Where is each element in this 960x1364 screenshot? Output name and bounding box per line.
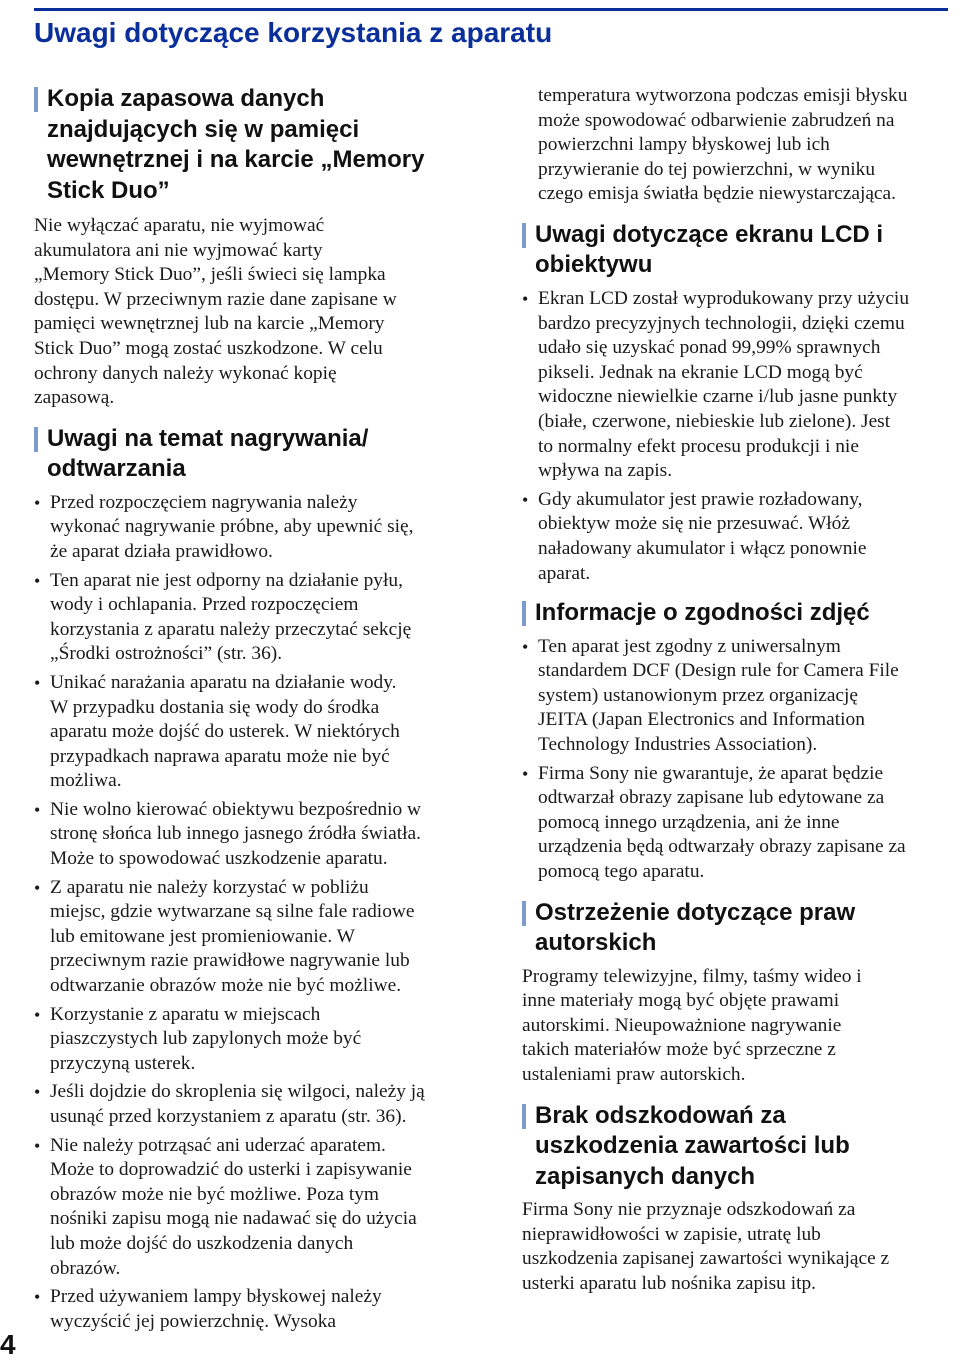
text-line: lub może dojść do uszkodzenia danych [50, 1232, 354, 1254]
heading-line: Uwagi na temat nagrywania/ [47, 424, 369, 452]
list-recording [34, 491, 464, 1335]
text-line: Ekran LCD został wyprodukowany przy użyciu [538, 287, 910, 309]
heading-bar [522, 901, 526, 926]
text-line: stronę słońca lub innego jasnego źródła światła. [50, 823, 422, 845]
heading-recording [34, 424, 464, 485]
heading-line: obiektywu [535, 251, 653, 279]
list-item [34, 798, 464, 872]
text-line: udało się uzyskać ponad 99,99% sprawnych [538, 337, 881, 359]
text-line: pikseli. Jednak na ekranie LCD mogą być [538, 361, 863, 383]
list-lcd [522, 287, 952, 586]
bullet: • [522, 636, 529, 657]
text-line: piaszczystych lub zapylonych może być [50, 1028, 362, 1050]
text-line: W przypadku dostania się wody do środka [50, 696, 380, 718]
text-line: system) ustanowionym przez organizację [538, 684, 859, 706]
heading-line: Kopia zapasowa danych [47, 85, 325, 112]
text-line: dostępu. W przeciwnym razie dane zapisane w [34, 288, 397, 310]
text-line: inne materiały mogą być objęte prawami [522, 990, 840, 1012]
text-line: to normalny efekt procesu produkcji i nie [538, 435, 859, 457]
text-line: takich materiałów może być sprzeczne z [522, 1039, 836, 1061]
text-line: Przed używaniem lampy błyskowej należy [50, 1286, 382, 1308]
left-column [34, 84, 464, 1334]
list-item [34, 1003, 464, 1077]
list-item [522, 762, 952, 885]
text-line: może spowodować odbarwienie zabrudzeń na [538, 109, 895, 131]
text-line: autorskimi. Nieupoważnione nagrywanie [522, 1014, 842, 1036]
heading-lcd [522, 220, 952, 281]
heading-bar [522, 1104, 526, 1129]
list-item [34, 1285, 464, 1334]
text-line: pomocą tego aparatu. [538, 860, 705, 882]
heading-line: Uwagi dotyczące ekranu LCD i [535, 220, 884, 248]
right-column [522, 84, 952, 1296]
text-line: nieprawidłowości w zapisie, utratę lub [522, 1223, 821, 1245]
bullet: • [34, 672, 41, 693]
text-line: odtwarzanie obrazów może nie być możliwe. [50, 975, 402, 997]
text-line: Nie należy potrząsać ani uderzać aparatem. [50, 1134, 386, 1156]
text-line: ochrony danych należy wykonać kopię [34, 362, 337, 384]
text-line: obiektyw może się nie przesuwać. Włóż [538, 513, 850, 535]
text-line: usunąć przed korzystaniem z aparatu (str. 36). [50, 1106, 407, 1127]
text-line: Programy telewizyjne, filmy, taśmy wideo i [522, 965, 862, 987]
heading-no-compensation [522, 1101, 952, 1193]
text-line: aparat. [538, 562, 591, 584]
paragraph-copyright [522, 965, 952, 1088]
text-line: ustaleniami praw autorskich. [522, 1063, 746, 1085]
text-line: standardem DCF (Design rule for Camera File [538, 660, 899, 682]
heading-bar [34, 427, 38, 452]
heading-line: zapisanych danych [535, 1162, 756, 1190]
list-item [34, 876, 464, 999]
heading-line: Informacje o zgodności zdjęć [535, 599, 870, 627]
text-line: Może to doprowadzić do usterki i zapisywanie [50, 1159, 412, 1181]
text-line: uszkodzenia zapisanej zawartości wynikające z [522, 1248, 890, 1270]
text-line: Nie wyłączać aparatu, nie wyjmować [34, 215, 325, 236]
text-line: powierzchni lampy błyskowej lub ich [538, 134, 830, 156]
text-line: Jeśli dojdzie do skroplenia się wilgoci, należy ją [50, 1081, 425, 1103]
text-line: miejsc, gdzie wytwarzane są silne fale radiowe [50, 901, 415, 923]
text-line: widoczne niewielkie czarne i/lub jasne punkty [538, 386, 898, 408]
heading-bar [34, 87, 38, 112]
paragraph-continued [522, 84, 952, 207]
bullet: • [522, 763, 529, 784]
text-line: Z aparatu nie należy korzystać w pobliżu [50, 876, 369, 898]
text-line: akumulatora ani nie wyjmować karty [34, 239, 323, 261]
text-line: Technology Industries Association). [538, 733, 818, 755]
bullet: • [522, 288, 529, 309]
text-line: Ten aparat nie jest odporny na działanie pyłu, [50, 569, 403, 591]
text-line: „Memory Stick Duo”, jeśli świeci się lampka [34, 264, 386, 286]
text-line: pamięci wewnętrznej lub na karcie „Memory [34, 313, 385, 335]
text-line: wpływa na zapis. [538, 460, 673, 482]
heading-bar [522, 223, 526, 248]
paragraph-backup [34, 214, 464, 411]
text-line: lub emitowane jest promieniowanie. W [50, 925, 355, 947]
text-line: Firma Sony nie przyznaje odszkodowań za [522, 1199, 856, 1220]
list-item [34, 1134, 464, 1282]
text-line: Stick Duo” mogą zostać uszkodzone. W celu [34, 337, 383, 359]
text-line: „Środki ostrożności” (str. 36). [50, 643, 283, 665]
list-compatibility [522, 635, 952, 885]
text-line: nośniki zapisu mogą nie nadawać się do użycia [50, 1208, 417, 1230]
bullet: • [34, 1135, 41, 1156]
heading-line: znajdujących się w pamięci [47, 115, 360, 143]
heading-line: odtwarzania [47, 455, 186, 483]
heading-bar [522, 601, 526, 626]
heading-line: wewnętrznej i na karcie „Memory [47, 146, 425, 173]
paragraph-no-compensation [522, 1198, 952, 1296]
text-line: Korzystanie z aparatu w miejscach [50, 1003, 321, 1025]
bullet: • [34, 492, 41, 513]
heading-line: Brak odszkodowań za [535, 1101, 786, 1129]
text-line: (białe, czerwone, niebieskie lub zielone). Jest [538, 410, 891, 432]
text-line: urządzenia będą odtwarzały obrazy zapisane za [538, 836, 906, 858]
text-line: Unikać narażania aparatu na działanie wody. [50, 671, 397, 693]
page-title: Uwagi dotyczące korzystania z aparatu [34, 17, 553, 48]
bullet: • [34, 1287, 41, 1308]
list-item [34, 569, 464, 667]
list-item [34, 491, 464, 565]
bullet: • [34, 1004, 41, 1025]
text-line: obrazów może nie być możliwe. Poza tym [50, 1183, 379, 1205]
text-line: naładowany akumulator i włącz ponownie [538, 537, 867, 559]
text-line: Gdy akumulator jest prawie rozładowany, [538, 488, 863, 510]
text-line: aparatu może dojść do usterek. W niektórych [50, 721, 400, 743]
list-item [34, 671, 464, 794]
text-line: przywieranie do tej powierzchni, w wyniku [538, 158, 876, 180]
text-line: wykonać nagrywanie próbne, aby upewnić się, [50, 516, 414, 538]
heading-line: autorskich [535, 929, 657, 957]
text-line: Nie wolno kierować obiektywu bezpośrednio w [50, 798, 422, 820]
list-item [522, 488, 952, 586]
bullet: • [34, 570, 41, 591]
text-line: odtwarzał obrazy zapisane lub edytowane za [538, 787, 885, 809]
text-line: usterki aparatu lub nośnika zapisu itp. [522, 1272, 817, 1294]
heading-line: uszkodzenia zawartości lub [535, 1132, 850, 1159]
text-line: obrazów. [50, 1257, 121, 1279]
text-line: korzystania z aparatu należy przeczytać sekcję [50, 618, 412, 640]
text-line: zapasową. [34, 387, 115, 409]
text-line: Firma Sony nie gwarantuje, że aparat będzie [538, 762, 884, 784]
heading-line: Ostrzeżenie dotyczące praw [535, 898, 856, 926]
heading-backup [34, 84, 464, 206]
text-line: wody i ochlapania. Przed rozpoczęciem [50, 594, 359, 616]
bullet: • [522, 489, 529, 510]
list-item [522, 287, 952, 484]
text-line: bardzo precyzyjnych technologii, dzięki czemu [538, 312, 905, 334]
bullet: • [34, 1082, 41, 1103]
heading-line: Stick Duo” [47, 176, 170, 204]
list-item [522, 635, 952, 758]
text-line: Przed rozpoczęciem nagrywania należy [50, 491, 358, 513]
bullet: • [34, 799, 41, 820]
top-rule [34, 8, 948, 11]
text-line: Ten aparat jest zgodny z uniwersalnym [538, 635, 841, 657]
text-line: przyczyną usterek. [50, 1052, 196, 1074]
heading-compatibility [522, 598, 952, 629]
text-line: temperatura wytworzona podczas emisji błysku [538, 85, 908, 106]
text-line: czego emisja światła będzie niewystarczająca. [538, 183, 896, 205]
text-line: możliwa. [50, 770, 122, 792]
page-number: 4 [0, 1329, 16, 1360]
text-line: pomocą innego urządzenia, ani że inne [538, 811, 840, 833]
list-item [34, 1080, 464, 1129]
text-line: wyczyścić jej powierzchnię. Wysoka [50, 1310, 336, 1332]
heading-copyright [522, 898, 952, 959]
text-line: Może to spowodować uszkodzenie aparatu. [50, 848, 388, 870]
text-line: przypadkach naprawa aparatu może nie być [50, 745, 390, 767]
bullet: • [34, 877, 41, 898]
text-line: że aparat działa prawidłowo. [50, 540, 273, 562]
text-line: JEITA (Japan Electronics and Information [538, 709, 865, 731]
text-line: przeciwnym razie prawidłowe nagrywanie lub [50, 950, 410, 972]
